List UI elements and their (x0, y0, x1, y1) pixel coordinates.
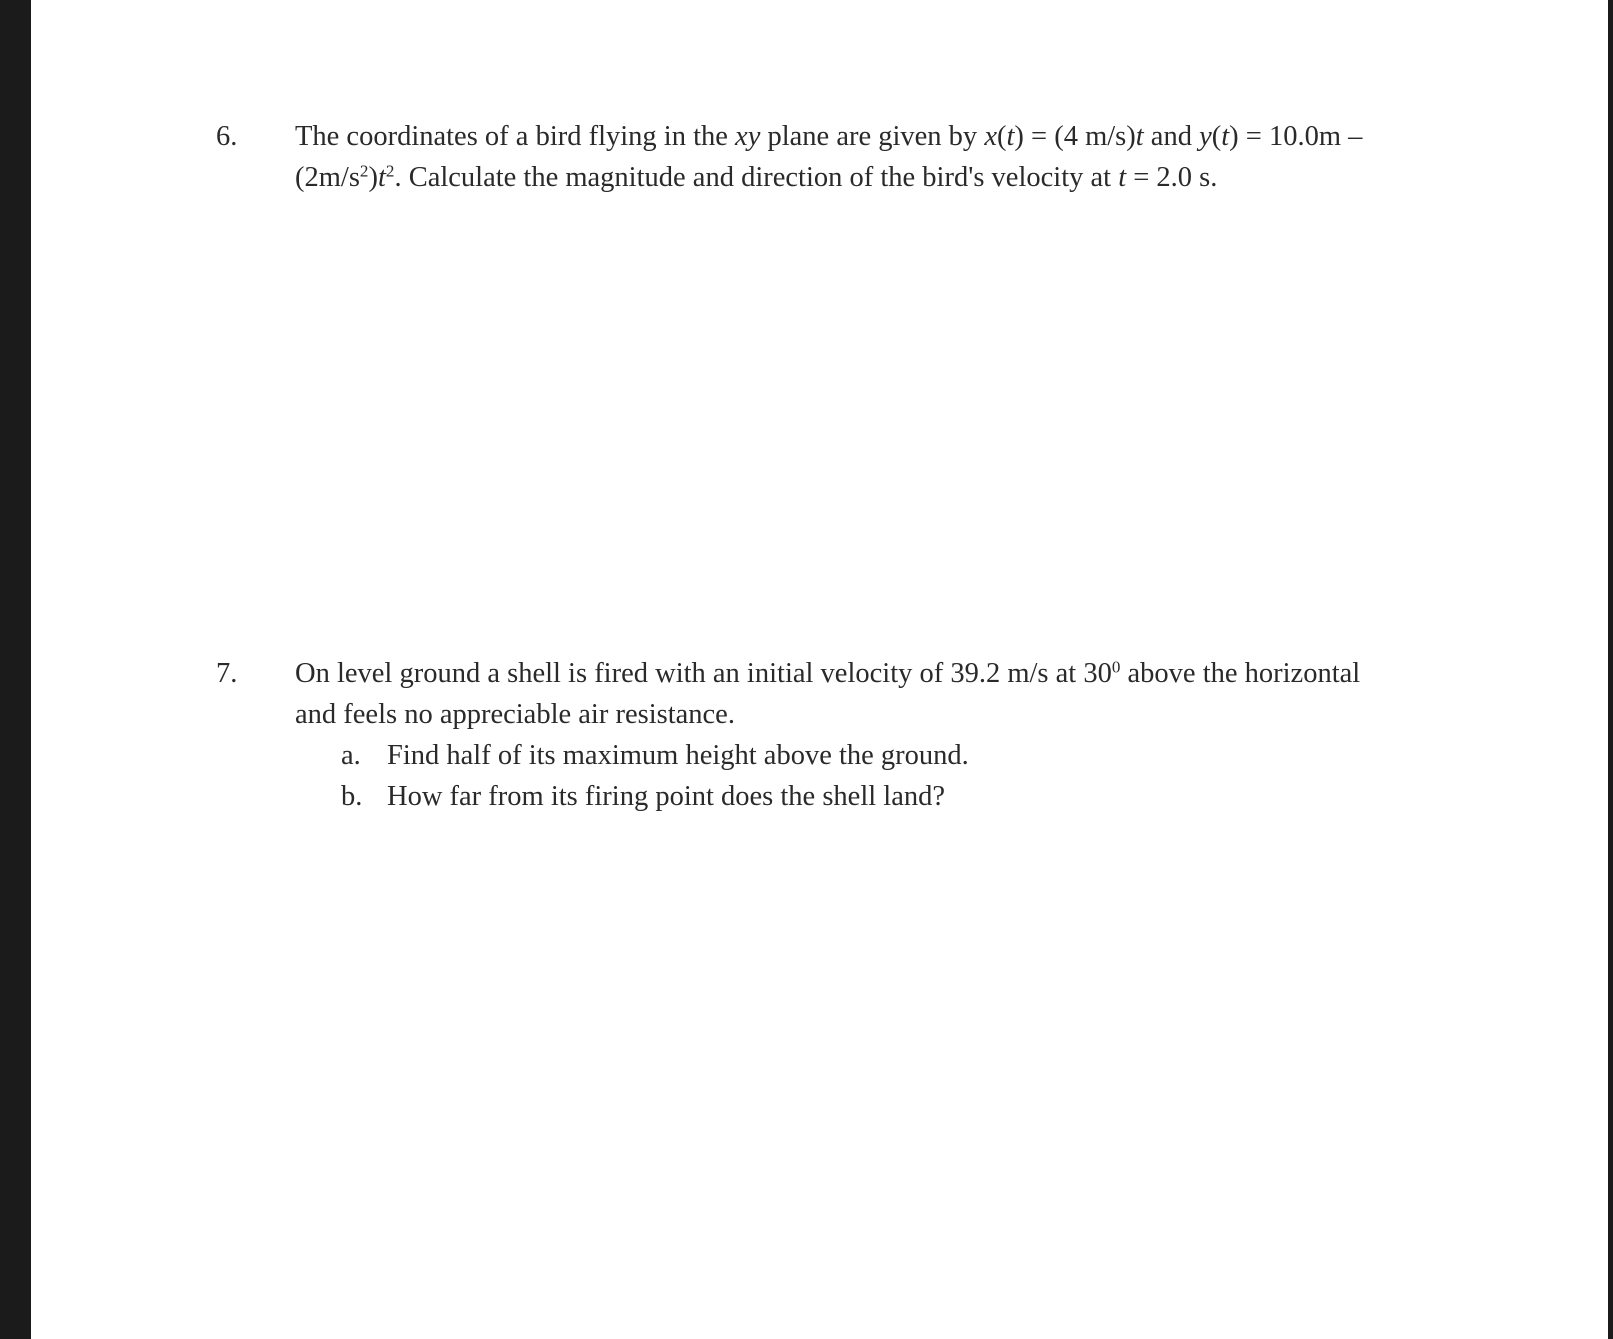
problem-6-line-2: $(2m/s^2)t^2$. Calculate the magnitude and direction of the bird's velocity at t = 2.0 s. (295, 161, 1218, 193)
subpart-a (216, 735, 1476, 776)
problem-7-body (216, 653, 1476, 735)
subpart-letter: b. (341, 781, 363, 812)
subpart-letter: a. (341, 740, 361, 771)
problem-6-line-1: The coordinates of a bird flying in the xy plane are given by x(t) = (4 m/s)t and y(t) = 10.0m – (295, 121, 1363, 152)
problem-7-line-1: On level ground a shell is fired with an initial velocity of 39.2 m/s at $30^0$ above the horizontal (295, 657, 1361, 689)
subpart-text: Find half of its maximum height above the ground. (387, 740, 969, 771)
right-dark-border (1608, 0, 1613, 1339)
problem-7-line-2: and feels no appreciable air resistance. (295, 699, 735, 730)
problem-number: 7. (216, 658, 238, 689)
problem-number: 6. (216, 121, 238, 152)
subpart-b (216, 776, 1476, 817)
problem-6 (216, 116, 1476, 198)
subpart-text: How far from its firing point does the shell land? (387, 781, 946, 812)
problem-7 (216, 653, 1476, 817)
left-dark-border (0, 0, 31, 1339)
document-page (31, 0, 1608, 1339)
problem-6-body (216, 116, 1476, 198)
